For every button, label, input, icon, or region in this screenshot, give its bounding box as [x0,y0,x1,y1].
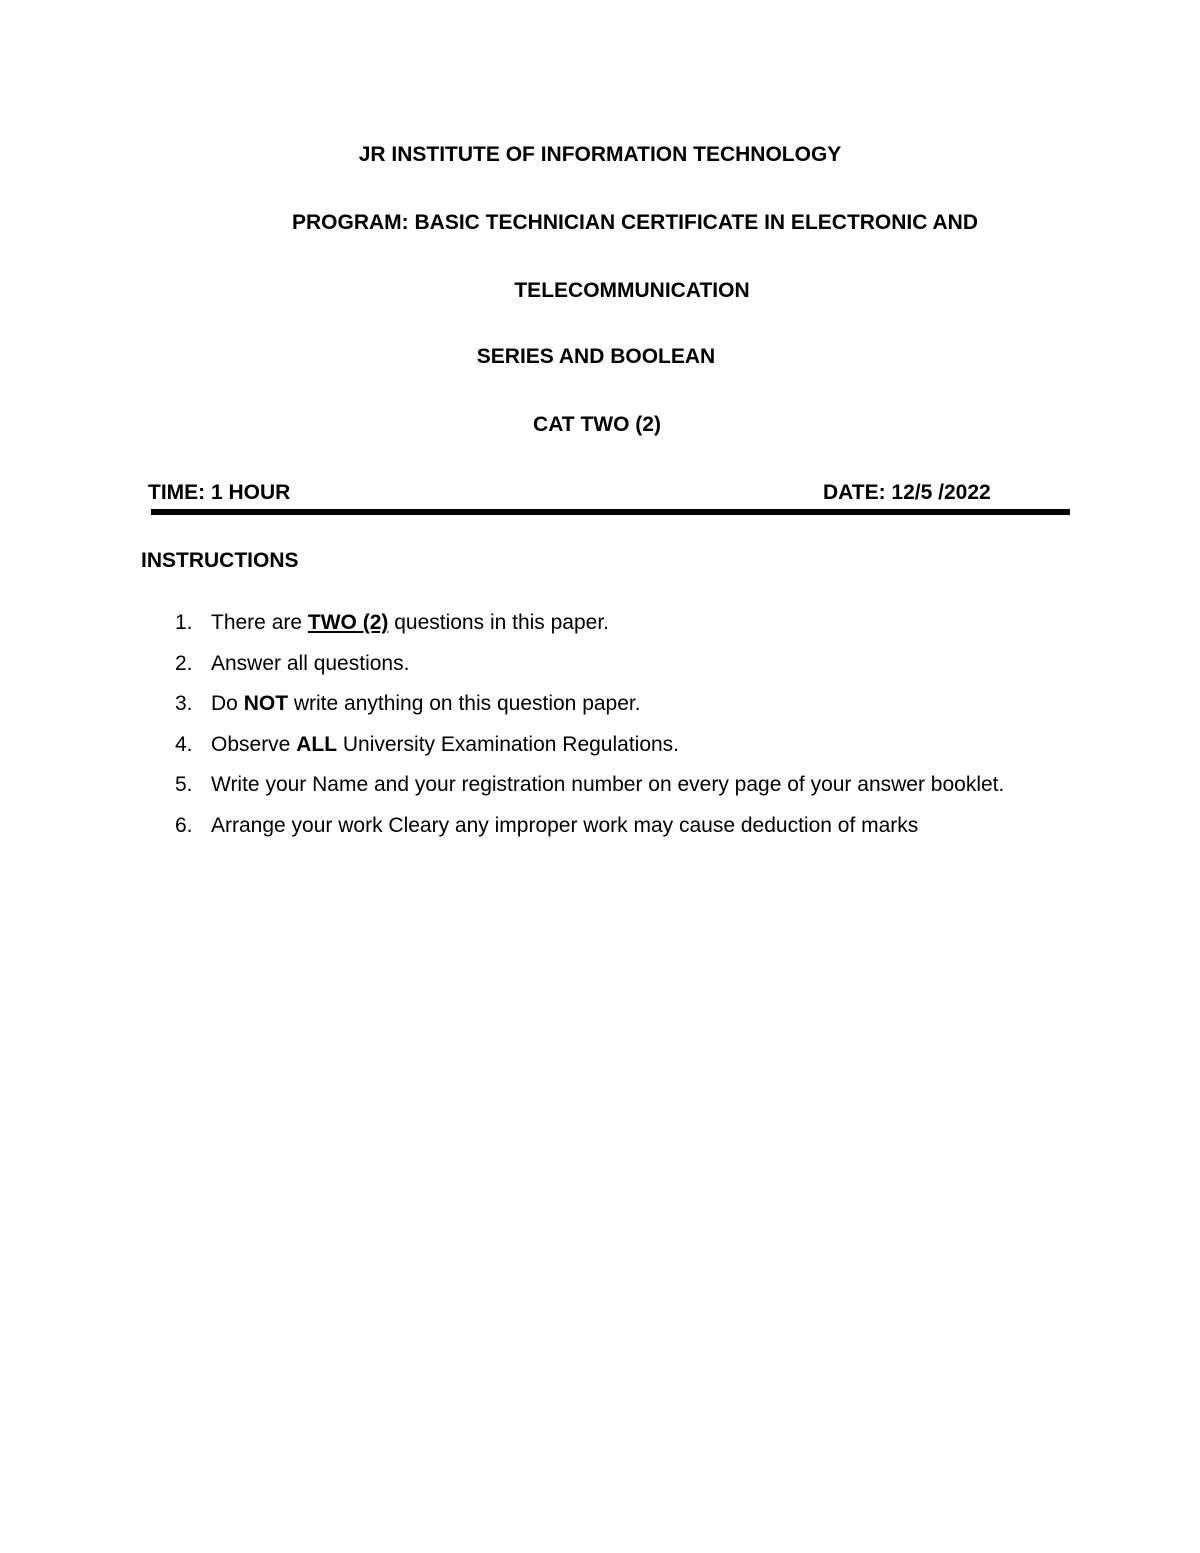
instruction-text: Do [211,692,244,715]
instruction-number: 2. [175,651,193,675]
instructions-heading: INSTRUCTIONS [141,549,299,572]
instruction-text: Observe [211,732,297,756]
instruction-number: 5. [175,773,193,796]
institute-title: JR INSTITUTE OF INFORMATION TECHNOLOGY [358,143,842,166]
instruction-item [175,806,1060,847]
instruction-text: Answer all questions. [211,651,410,675]
header-divider [151,509,1070,515]
instruction-number: 4. [175,732,193,756]
instruction-emphasis: NOT [243,692,289,715]
instruction-text: There are [211,611,308,634]
program-title-line2: TELECOMMUNICATION [514,279,750,302]
instruction-number: 6. [175,813,193,837]
instruction-number: 3. [175,692,193,715]
instruction-item [175,644,1060,685]
instruction-emphasis: ALL [296,732,338,756]
course-title: SERIES AND BOOLEAN [476,345,716,368]
instruction-text: University Examination Regulations. [337,732,680,756]
instruction-item [175,603,1060,644]
program-title-line1: PROGRAM: BASIC TECHNICIAN CERTIFICATE IN ELECTRONIC AND [292,211,978,234]
instruction-item [175,684,1060,725]
instruction-item [175,765,1060,806]
instructions-list [175,603,1060,846]
instruction-emphasis: TWO (2) [307,611,389,634]
instruction-item [175,725,1060,766]
exam-date: DATE: 12/5 /2022 [823,481,991,504]
instruction-text: questions in this paper. [388,611,610,634]
exam-title: CAT TWO (2) [533,413,661,436]
instruction-text: Write your Name and your registration number on every page of your answer booklet. [211,773,1005,796]
instruction-text: Arrange your work Cleary any improper work may cause deduction of marks [211,813,919,837]
instruction-number: 1. [175,611,193,634]
exam-time: TIME: 1 HOUR [148,481,291,504]
instruction-text: write anything on this question paper. [288,692,641,715]
